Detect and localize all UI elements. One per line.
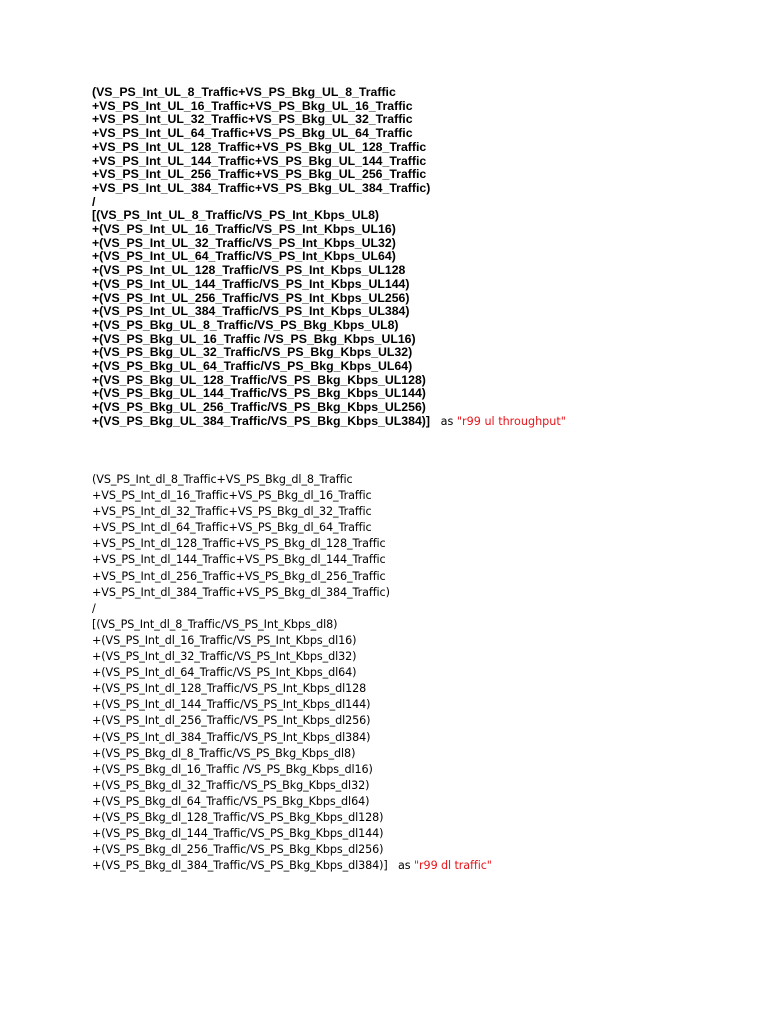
- formula-line: +VS_PS_Int_dl_32_Traffic+VS_PS_Bkg_dl_32_Traffic: [92, 505, 372, 519]
- formula-line: (VS_PS_Int_dl_8_Traffic+VS_PS_Bkg_dl_8_Traffic: [92, 473, 353, 486]
- formula-line: +VS_PS_Int_dl_64_Traffic+VS_PS_Bkg_dl_64_Traffic: [92, 521, 372, 535]
- formula-line: +(VS_PS_Bkg_dl_32_Traffic/VS_PS_Bkg_Kbps_dl32): [92, 778, 370, 792]
- alias-clause: [388, 859, 492, 872]
- formula-line: +(VS_PS_Bkg_UL_256_Traffic/VS_PS_Bkg_Kbps_UL256): [92, 400, 426, 415]
- formula-line: +VS_PS_Int_dl_16_Traffic+VS_PS_Bkg_dl_16_Traffic: [92, 489, 372, 503]
- formula-line: +(VS_PS_Bkg_dl_64_Traffic/VS_PS_Bkg_Kbps_dl64): [92, 794, 370, 808]
- formula-line: +(VS_PS_Int_UL_256_Traffic/VS_PS_Int_Kbps_UL256): [92, 290, 410, 305]
- formula-line: +(VS_PS_Int_dl_64_Traffic/VS_PS_Int_Kbps_dl64): [92, 666, 357, 680]
- alias-name-highlight: "r99 ul throughput": [456, 414, 566, 428]
- formula-last-line: [92, 858, 492, 874]
- ul-throughput-formula: [92, 86, 566, 429]
- formula-line: +VS_PS_Int_dl_384_Traffic+VS_PS_Bkg_dl_384_Traffic): [92, 585, 390, 599]
- formula-line: +(VS_PS_Bkg_dl_16_Traffic /VS_PS_Bkg_Kbps_dl16): [92, 762, 373, 776]
- formula-line: +VS_PS_Int_UL_64_Traffic+VS_PS_Bkg_UL_64_Traffic: [92, 126, 413, 141]
- formula-line: +(VS_PS_Int_dl_32_Traffic/VS_PS_Int_Kbps_dl32): [92, 650, 357, 664]
- formula-line: [(VS_PS_Int_UL_8_Traffic/VS_PS_Int_Kbps_UL8): [92, 208, 380, 223]
- formula-line: +(VS_PS_Bkg_UL_32_Traffic/VS_PS_Bkg_Kbps_UL32): [92, 345, 413, 360]
- alias-name-highlight: "r99 dl traffic": [414, 859, 492, 873]
- formula-line: +VS_PS_Int_UL_128_Traffic+VS_PS_Bkg_UL_128_Traffic: [92, 139, 427, 154]
- formula-last-expression: +(VS_PS_Bkg_UL_384_Traffic/VS_PS_Bkg_Kbps_UL384)]: [92, 413, 430, 428]
- formula-line: +(VS_PS_Int_dl_384_Traffic/VS_PS_Int_Kbps_dl384): [92, 730, 371, 744]
- formula-line: +(VS_PS_Int_dl_256_Traffic/VS_PS_Int_Kbps_dl256): [92, 714, 371, 728]
- formula-line: +VS_PS_Int_dl_128_Traffic+VS_PS_Bkg_dl_128_Traffic: [92, 537, 386, 551]
- formula-line: +VS_PS_Int_UL_384_Traffic+VS_PS_Bkg_UL_384_Traffic): [92, 180, 431, 195]
- formula-line: +(VS_PS_Bkg_UL_128_Traffic/VS_PS_Bkg_Kbps_UL128): [92, 372, 426, 387]
- alias-clause: [430, 415, 566, 428]
- formula-line: +VS_PS_Int_UL_144_Traffic+VS_PS_Bkg_UL_144_Traffic: [92, 153, 427, 168]
- formula-line: +(VS_PS_Int_UL_64_Traffic/VS_PS_Int_Kbps_UL64): [92, 249, 396, 264]
- formula-line: +(VS_PS_Int_dl_16_Traffic/VS_PS_Int_Kbps_dl16): [92, 633, 357, 647]
- formula-line: +(VS_PS_Bkg_UL_16_Traffic /VS_PS_Bkg_Kbps_UL16): [92, 331, 416, 346]
- formula-line: +(VS_PS_Bkg_dl_8_Traffic/VS_PS_Bkg_Kbps_dl8): [92, 746, 356, 760]
- formula-line: +(VS_PS_Int_UL_16_Traffic/VS_PS_Int_Kbps_UL16): [92, 222, 396, 237]
- formula-line: +(VS_PS_Int_UL_144_Traffic/VS_PS_Int_Kbps_UL144): [92, 276, 410, 291]
- formula-line: (VS_PS_Int_UL_8_Traffic+VS_PS_Bkg_UL_8_Traffic: [92, 85, 396, 99]
- formula-line: +(VS_PS_Int_dl_144_Traffic/VS_PS_Int_Kbps_dl144): [92, 698, 371, 712]
- formula-last-line: [92, 415, 566, 429]
- formula-line: +(VS_PS_Bkg_UL_8_Traffic/VS_PS_Bkg_Kbps_UL8): [92, 317, 399, 332]
- alias-keyword: as: [398, 859, 411, 873]
- dl-traffic-formula: [92, 472, 492, 874]
- formula-line: +(VS_PS_Bkg_dl_256_Traffic/VS_PS_Bkg_Kbps_dl256): [92, 843, 384, 857]
- formula-line: +VS_PS_Int_dl_256_Traffic+VS_PS_Bkg_dl_256_Traffic: [92, 569, 386, 583]
- formula-line: +(VS_PS_Int_dl_128_Traffic/VS_PS_Int_Kbps_dl128: [92, 682, 367, 696]
- formula-line: +(VS_PS_Int_UL_32_Traffic/VS_PS_Int_Kbps_UL32): [92, 235, 396, 250]
- formula-line: +(VS_PS_Bkg_dl_128_Traffic/VS_PS_Bkg_Kbps_dl128): [92, 810, 384, 824]
- formula-line: +(VS_PS_Bkg_dl_144_Traffic/VS_PS_Bkg_Kbps_dl144): [92, 827, 384, 841]
- formula-line: +VS_PS_Int_UL_256_Traffic+VS_PS_Bkg_UL_256_Traffic: [92, 167, 427, 182]
- formula-line: [(VS_PS_Int_dl_8_Traffic/VS_PS_Int_Kbps_dl8): [92, 617, 338, 631]
- division-operator: /: [92, 194, 96, 209]
- formula-line: +(VS_PS_Int_UL_128_Traffic/VS_PS_Int_Kbps_UL128: [92, 263, 406, 278]
- formula-last-expression: +(VS_PS_Bkg_dl_384_Traffic/VS_PS_Bkg_Kbps_dl384)]: [92, 859, 388, 873]
- formula-line: +(VS_PS_Int_UL_384_Traffic/VS_PS_Int_Kbps_UL384): [92, 304, 410, 319]
- formula-line: +(VS_PS_Bkg_UL_64_Traffic/VS_PS_Bkg_Kbps_UL64): [92, 359, 413, 374]
- formula-line: +VS_PS_Int_dl_144_Traffic+VS_PS_Bkg_dl_144_Traffic: [92, 553, 386, 567]
- formula-line: +VS_PS_Int_UL_32_Traffic+VS_PS_Bkg_UL_32_Traffic: [92, 112, 413, 127]
- formula-line: +VS_PS_Int_UL_16_Traffic+VS_PS_Bkg_UL_16_Traffic: [92, 98, 413, 113]
- division-operator: /: [92, 601, 96, 615]
- alias-keyword: as: [440, 414, 454, 428]
- formula-line: +(VS_PS_Bkg_UL_144_Traffic/VS_PS_Bkg_Kbps_UL144): [92, 386, 426, 401]
